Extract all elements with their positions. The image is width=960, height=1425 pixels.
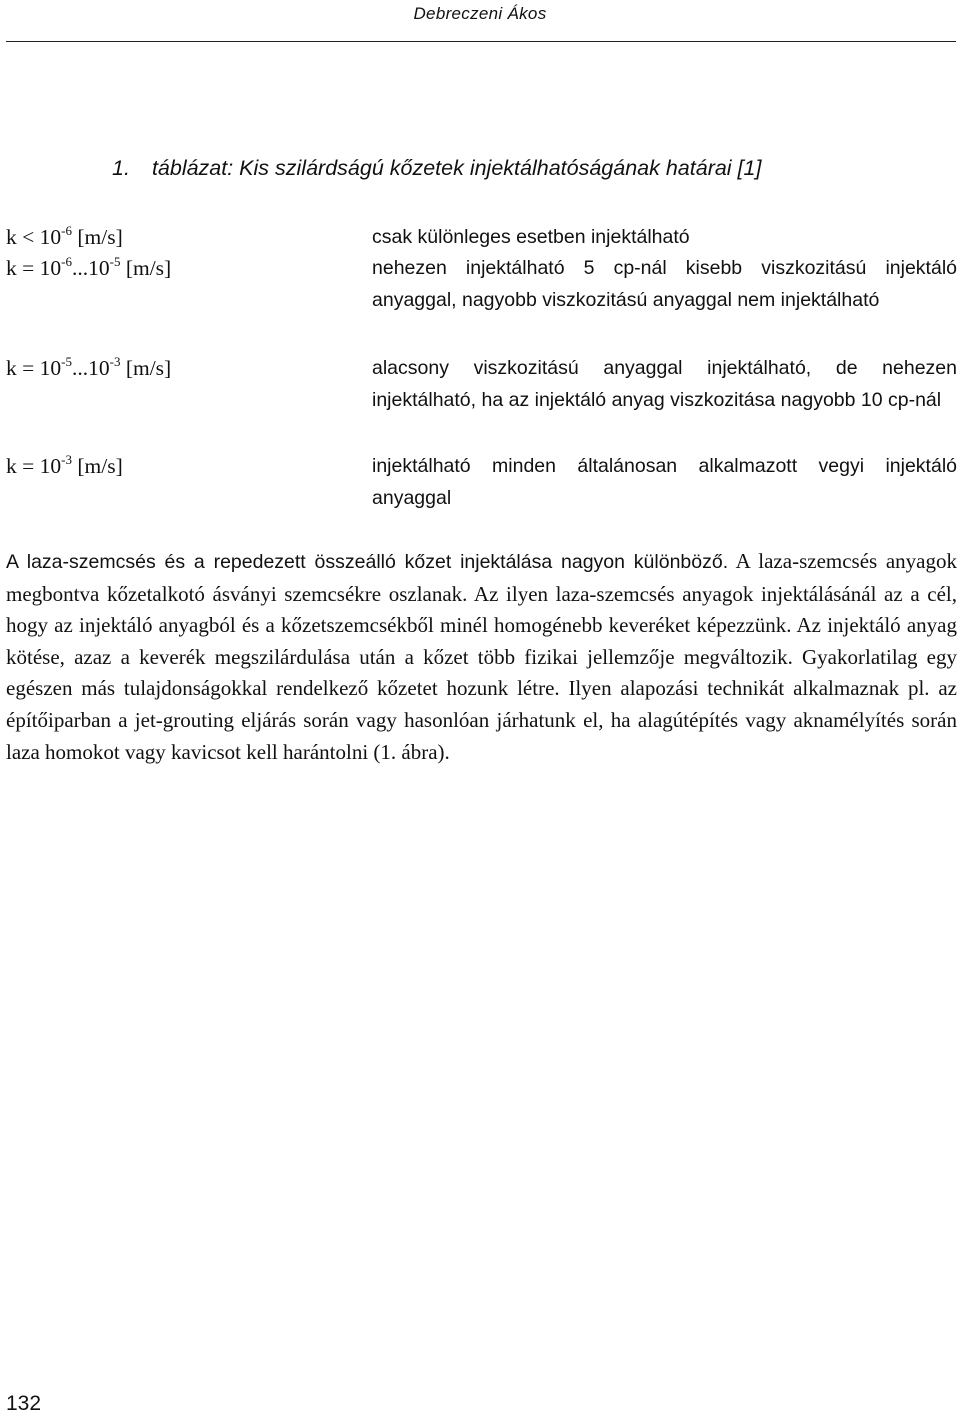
- k-prefix: k < 10: [6, 225, 62, 249]
- table-row-k-value: [6, 353, 171, 385]
- table-caption-text: táblázat: Kis szilárdságú kőzetek injektálhatóságának határai [1]: [151, 156, 762, 180]
- k-exponent: -3: [109, 354, 121, 369]
- k-unit: [m/s]: [71, 454, 123, 478]
- page-number: 132: [6, 1392, 42, 1415]
- k-prefix: k = 10: [6, 454, 62, 478]
- table-row-k-value: [6, 222, 123, 254]
- table-row-k-value: [6, 451, 123, 483]
- table-row-description: injektálható minden általánosan alkalmazott vegyi injektáló anyaggal: [372, 455, 957, 509]
- k-unit: [m/s]: [71, 225, 123, 249]
- k-exponent: -6: [61, 223, 72, 238]
- k-range: ...10: [71, 356, 110, 380]
- k-exponent: -3: [61, 452, 72, 467]
- body-first-sentence: A laza-szemcsés és a repedezett összeálló kőzet injektálása nagyon különböző.: [6, 551, 729, 573]
- table-row-k-value: [6, 253, 171, 285]
- k-range: ...10: [71, 256, 110, 280]
- k-unit: [m/s]: [120, 356, 172, 380]
- k-unit: [m/s]: [120, 256, 172, 280]
- body-paragraph: [6, 546, 957, 768]
- k-exponent: -6: [61, 254, 72, 269]
- k-exponent: -5: [61, 354, 72, 369]
- table-row-description: nehezen injektálható 5 cp-nál kisebb viszkozitású injektáló anyaggal, nagyobb viszkozitású anyaggal nem injektálható: [372, 257, 957, 311]
- table-row-description: csak különleges esetben injektálható: [372, 226, 690, 248]
- k-prefix: k = 10: [6, 356, 62, 380]
- running-header: Debreczeni Ákos: [413, 4, 547, 23]
- table-row-description: alacsony viszkozitású anyaggal injektálható, de nehezen injektálható, ha az injektáló anyag viszkozitása nagyobb 10 cp-nál: [372, 357, 957, 411]
- header-rule: [6, 41, 956, 42]
- table-caption: [112, 156, 761, 181]
- body-rest: A laza-szemcsés anyagok megbontva kőzetalkotó ásványi szemcsékre oszlanak. Az ilyen laza-szemcsés anyagok injektálásánál az a cél, hogy az injektáló anyagból és a kőzetszemcsékből minél homogénebb keveréket képezzünk. Az injektáló anyag kötése, azaz a keverék megszilárdulása után a kőzet több fizikai jellemzője megváltozik. Gyakorlatilag egy egészen más tulajdonságokkal rendelkező kőzetet hozunk létre. Ilyen alapozási technikát alkalmaznak pl. az építőiparban a jet-grouting eljárás során vagy hasonlóan járhatunk el, ha alagútépítés vagy aknamélyítés során laza homokot vagy kavicsot kell harántolni (1. ábra).: [6, 549, 957, 764]
- table-caption-number: 1.: [112, 156, 130, 180]
- k-prefix: k = 10: [6, 256, 62, 280]
- k-exponent: -5: [109, 254, 121, 269]
